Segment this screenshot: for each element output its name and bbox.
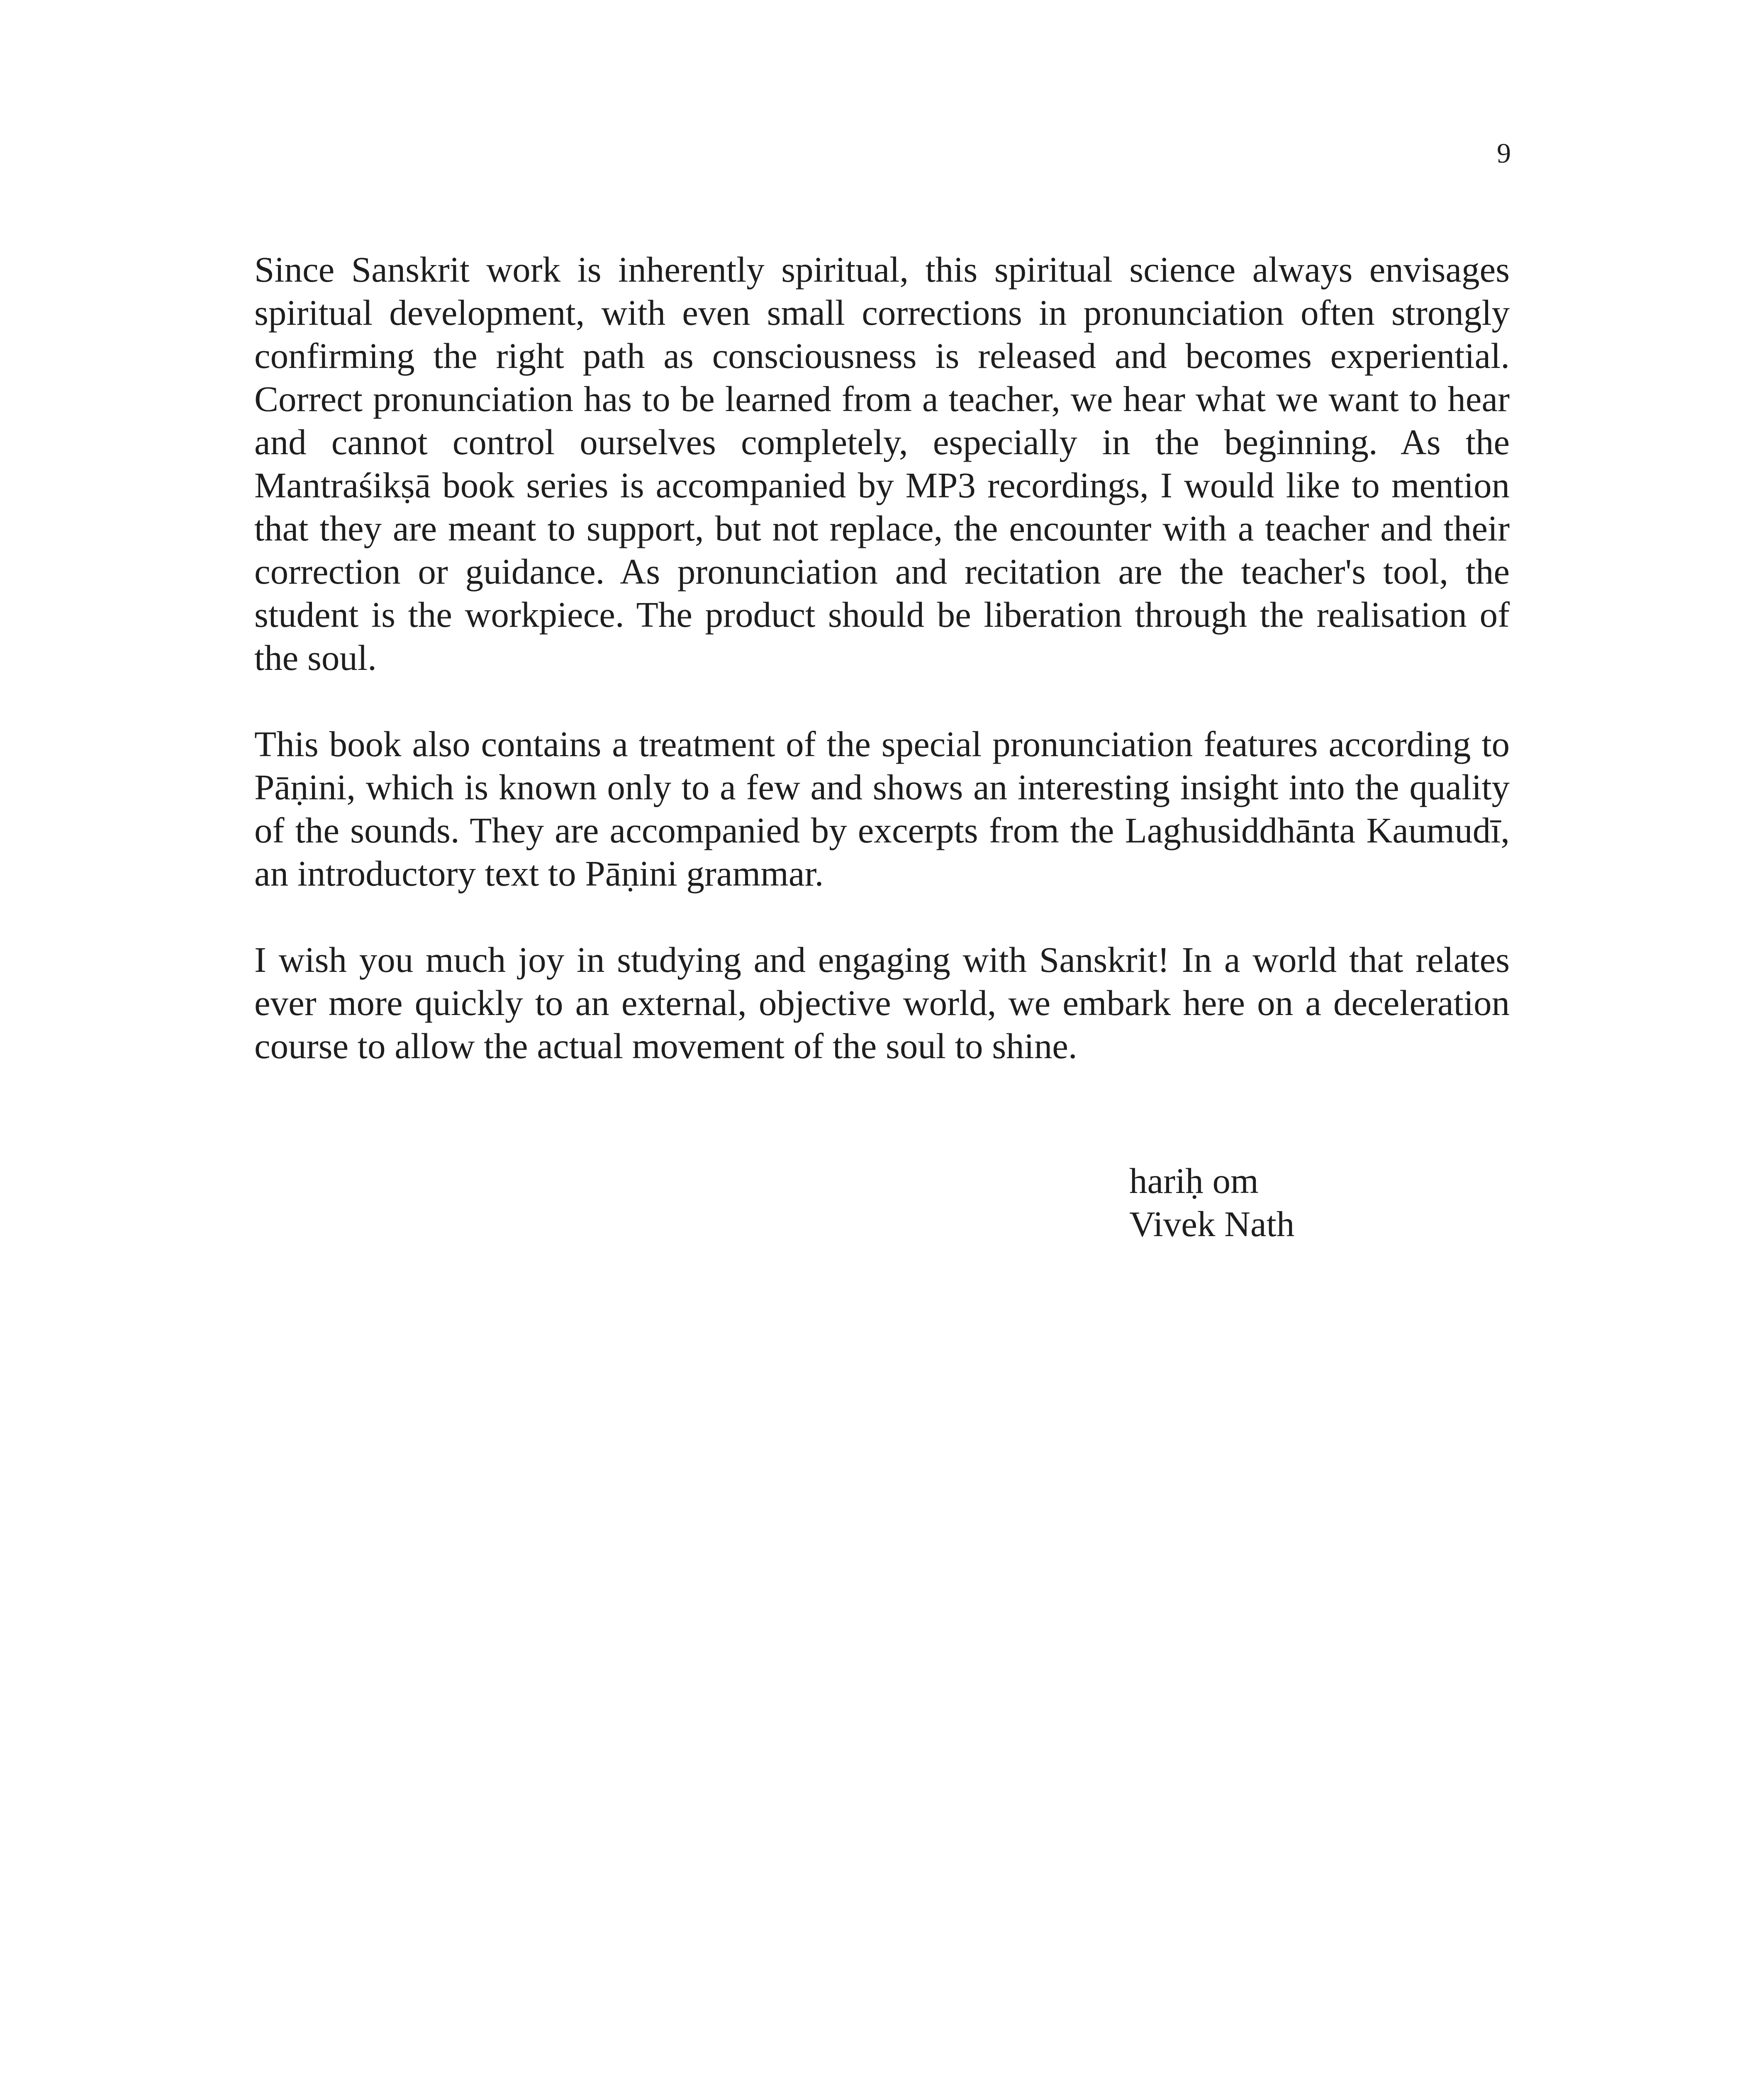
signature-author: Vivek Nath xyxy=(1129,1204,1295,1244)
signature-greeting: hariḥ om xyxy=(1129,1161,1259,1201)
signature-block xyxy=(1129,1159,1294,1246)
paragraph: I wish you much joy in studying and engaging with Sanskrit! In a world that relates ever more quickly to an external, objective world, we embark here on a deceleration course to allow the actual movement of the soul to shine. xyxy=(254,940,1510,1066)
body-text xyxy=(254,248,1510,1111)
paragraph: This book also contains a treatment of the special pronunciation features according to Pāṇini, which is known only to a few and shows an interesting insight into the quality of the sounds. They are accompanied by excerpts from the Laghusiddhānta Kaumudī, an introductory text to Pāṇini grammar. xyxy=(254,724,1510,893)
page-number: 9 xyxy=(1497,137,1511,169)
paragraph: Since Sanskrit work is inherently spiritual, this spiritual science always envisages spiritual development, with even small corrections in pronunciation often strongly confirming the right path as consciousness is released and becomes experiential. Correct pronunciation has to be learned from a teacher, we hear what we want to hear and cannot control ourselves completely, especially in the beginning. As the Mantraśikṣā book series is accompanied by MP3 recordings, I would like to mention that they are meant to support, but not replace, the encounter with a teacher and their correction or guidance. As pronunciation and recitation are the teacher's tool, the student is the workpiece. The product should be liberation through the realisation of the soul. xyxy=(254,249,1510,678)
